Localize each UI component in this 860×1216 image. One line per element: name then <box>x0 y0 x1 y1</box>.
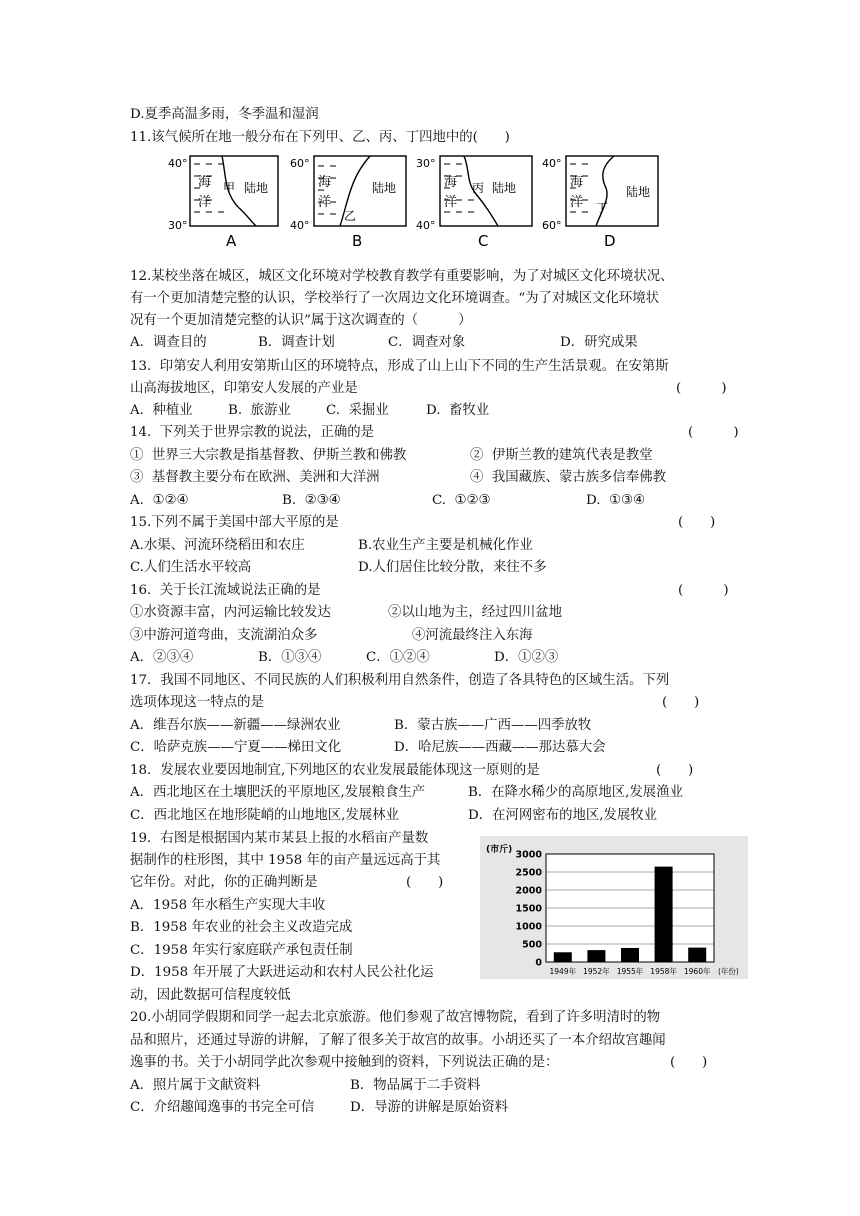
q13-line-1: 13. 印第安人利用安第斯山区的环境特点，形成了山上山下不同的生产生活景观。在安第斯 <box>130 359 669 374</box>
q18-option-d: D．在河网密布的地区,发展牧业 <box>468 808 658 823</box>
map-d-ocean-2: 洋 <box>570 195 584 210</box>
y-axis-label: (市斤) <box>486 845 513 855</box>
map-c-letter: C <box>478 232 489 250</box>
x-tick-label: 1949年 <box>549 967 577 976</box>
q14-answer-paren: ( ) <box>688 425 739 440</box>
x-tick-label: 1958年 <box>650 967 677 976</box>
q14-item-3: ③ 基督教主要分布在欧洲、美洲和大洋洲 <box>130 470 380 485</box>
map-a-land: 陆地 <box>244 181 269 195</box>
q13-option-d: D. 畜牧业 <box>426 403 490 418</box>
x-tick-label: 1952年 <box>583 967 610 976</box>
map-a <box>168 156 278 250</box>
map-d-ocean-1: 海 <box>570 175 584 190</box>
q14-item-1: ① 世界三大宗教是指基督教、伊斯兰教和佛教 <box>130 448 407 463</box>
q14-option-d: D. ①③④ <box>586 493 646 508</box>
q17-option-d: D．哈尼族——西藏——那达慕大会 <box>394 740 606 755</box>
map-a-ocean-2: 洋 <box>198 195 212 210</box>
q20-option-a: A．照片属于文献资料 <box>130 1078 261 1093</box>
map-d-bottom-lat: 60° <box>542 219 562 232</box>
q10-option-d: D.夏季高温多雨，冬季温和湿润 <box>130 107 319 122</box>
q19-option-d-cont: 动，因此数据可信程度较低 <box>130 988 291 1003</box>
q14-stem: 14. 下列关于世界宗教的说法，正确的是 <box>130 425 375 440</box>
map-d-place: 丁 <box>596 201 609 215</box>
q11-map-figure <box>164 152 664 252</box>
bar-1952年 <box>587 950 605 962</box>
bar-1960年 <box>688 948 706 962</box>
q20-line-2: 品和照片，还通过导游的讲解，了解了很多关于故宫的故事。小胡还买了一本介绍故宫趣闻 <box>130 1033 666 1048</box>
map-b-bottom-lat: 40° <box>290 219 310 232</box>
q19-line-2: 据制作的柱形图，其中 1958 年的亩产量远远高于其 <box>130 853 441 868</box>
q14-option-b: B. ②③④ <box>282 493 341 508</box>
q15-option-a: A.水渠、河流环绕稻田和农庄 <box>130 538 305 553</box>
map-d-land: 陆地 <box>626 185 651 199</box>
q13-option-c: C. 采掘业 <box>326 403 389 418</box>
q12-option-c: C．调查对象 <box>388 335 466 350</box>
q13-option-a: A. 种植业 <box>130 403 193 418</box>
map-a-top-lat: 40° <box>168 157 188 170</box>
q17-option-c: C．哈萨克族——宁夏——梯田文化 <box>130 740 342 755</box>
q20-option-b: B．物品属于二手资料 <box>350 1078 481 1093</box>
q19-line-3: 它年份。对此，你的正确判断是 <box>130 875 318 890</box>
bar-1958年 <box>655 867 673 962</box>
x-tick-label: 1955年 <box>616 967 644 976</box>
q14-option-a: A. ①②④ <box>130 493 189 508</box>
q17-line-1: 17．我国不同地区、不同民族的人们积极利用自然条件，创造了各具特色的区域生活。下列 <box>130 673 670 688</box>
q16-answer-paren: ( ) <box>678 583 729 598</box>
map-c-bottom-lat: 40° <box>416 219 436 232</box>
map-b-ocean-1: 海 <box>318 175 332 190</box>
q11-stem: 11.该气候所在地一般分布在下列甲、乙、丙、丁四地中的( ) <box>130 130 510 145</box>
q12-line-3: 况有一个更加清楚完整的认识”属于这次调查的（ ） <box>130 313 472 328</box>
q18-option-a: A．西北地区在土壤肥沃的平原地区,发展粮食生产 <box>130 785 426 800</box>
q19-answer-paren: ( ) <box>406 875 444 890</box>
q12-line-2: 有一个更加清楚完整的认识，学校举行了一次周边文化环境调查。“为了对城区文化环境状 <box>130 291 660 306</box>
q17-line-2: 选项体现这一特点的是 <box>130 695 264 710</box>
q16-item-2: ②以山地为主，经过四川盆地 <box>388 605 563 620</box>
y-tick-label: 1000 <box>515 921 542 933</box>
map-c-land: 陆地 <box>492 181 517 195</box>
map-b-place: 乙 <box>344 209 357 223</box>
q14-option-c: C. ①②③ <box>432 493 491 508</box>
q16-option-d: D．①②③ <box>494 650 559 665</box>
q13-answer-paren: ( ) <box>676 381 727 396</box>
q18-answer-paren: ( ) <box>656 763 694 778</box>
map-c-ocean-1: 海 <box>444 175 458 190</box>
q16-option-a: A．②③④ <box>130 650 194 665</box>
map-a-ocean-1: 海 <box>198 175 212 190</box>
y-tick-label: 2000 <box>515 885 542 897</box>
q15-stem: 15.下列不属于美国中部大平原的是 <box>130 515 339 530</box>
q19-option-c: C．1958 年实行家庭联产承包责任制 <box>130 943 353 958</box>
q11-maps <box>164 152 664 252</box>
q12-line-1: 12.某校坐落在城区，城区文化环境对学校教育教学有重要影响，为了对城区文化环境状况、 <box>130 269 674 284</box>
q17-option-b: B．蒙古族——广西——四季放牧 <box>394 718 592 733</box>
q20-option-c: C．介绍趣闻逸事的书完全可信 <box>130 1100 315 1115</box>
q13-option-b: B. 旅游业 <box>228 403 291 418</box>
map-c-place: 丙 <box>472 181 485 195</box>
map-b <box>290 156 406 250</box>
map-c-top-lat: 30° <box>416 157 436 170</box>
map-b-letter: B <box>352 232 363 250</box>
q20-line-1: 20.小胡同学假期和同学一起去北京旅游。他们参观了故宫博物院，看到了许多明清时的物 <box>130 1010 661 1025</box>
q15-option-d: D.人们居住比较分散，来往不多 <box>358 560 547 575</box>
q16-item-1: ①水资源丰富，内河运输比较发达 <box>130 605 331 620</box>
q17-option-a: A．维吾尔族——新疆——绿洲农业 <box>130 718 341 733</box>
q14-item-2: ② 伊斯兰教的建筑代表是教堂 <box>470 448 653 463</box>
q15-option-b: B.农业生产主要是机械化作业 <box>358 538 533 553</box>
map-a-bottom-lat: 30° <box>168 219 188 232</box>
x-axis-label: (年份) <box>718 967 739 976</box>
map-b-top-lat: 60° <box>290 157 310 170</box>
bar-chart-svg <box>480 836 748 979</box>
q15-option-c: C.人们生活水平较高 <box>130 560 252 575</box>
q19-option-d: D．1958 年开展了大跃进运动和农村人民公社化运 <box>130 965 434 980</box>
q16-item-3: ③中游河道弯曲，支流湖泊众多 <box>130 628 318 643</box>
map-b-ocean-2: 洋 <box>318 195 332 210</box>
map-d-letter: D <box>604 232 616 250</box>
y-tick-label: 0 <box>535 957 542 969</box>
map-b-land: 陆地 <box>372 181 397 195</box>
q12-option-a: A．调查目的 <box>130 335 207 350</box>
q16-option-b: B．①③④ <box>258 650 322 665</box>
y-tick-label: 2500 <box>515 867 542 879</box>
q12-option-b: B．调查计划 <box>258 335 335 350</box>
x-tick-label: 1960年 <box>683 967 711 976</box>
y-tick-label: 1500 <box>515 903 542 915</box>
q15-answer-paren: ( ) <box>678 515 716 530</box>
q20-answer-paren: ( ) <box>670 1055 708 1070</box>
q20-line-3: 逸事的书。关于小胡同学此次参观中接触到的资料，下列说法正确的是： <box>130 1055 559 1070</box>
q16-stem: 16. 关于长江流域说法正确的是 <box>130 583 321 598</box>
q18-option-c: C．西北地区在地形陡峭的山地地区,发展林业 <box>130 808 399 823</box>
y-tick-label: 3000 <box>515 849 542 861</box>
q19-bar-chart <box>480 836 748 979</box>
map-d <box>542 156 658 250</box>
q16-option-c: C．①②④ <box>366 650 430 665</box>
q19-option-b: B．1958 年农业的社会主义改造完成 <box>130 920 353 935</box>
map-c <box>416 156 532 250</box>
q19-option-a: A．1958 年水稻生产实现大丰收 <box>130 898 326 913</box>
map-c-ocean-2: 洋 <box>444 195 458 210</box>
q19-line-1: 19．右图是根据国内某市某县上报的水稻亩产量数 <box>130 831 429 846</box>
q13-line-2: 山高海拔地区，印第安人发展的产业是 <box>130 381 358 396</box>
q16-item-4: ④河流最终注入东海 <box>412 628 533 643</box>
bar-1955年 <box>621 948 639 962</box>
map-a-place: 甲 <box>223 181 236 195</box>
bar-1949年 <box>554 952 572 962</box>
q17-answer-paren: ( ) <box>662 695 700 710</box>
q18-stem: 18．发展农业要因地制宜,下列地区的农业发展最能体现这一原则的是 <box>130 763 540 778</box>
q12-option-d: D．研究成果 <box>560 335 638 350</box>
q14-item-4: ④ 我国藏族、蒙古族多信奉佛教 <box>470 470 666 485</box>
y-tick-label: 500 <box>522 939 542 951</box>
map-a-letter: A <box>226 232 237 250</box>
map-d-top-lat: 40° <box>542 157 562 170</box>
q18-option-b: B．在降水稀少的高原地区,发展渔业 <box>468 785 683 800</box>
q20-option-d: D．导游的讲解是原始资料 <box>350 1100 509 1115</box>
